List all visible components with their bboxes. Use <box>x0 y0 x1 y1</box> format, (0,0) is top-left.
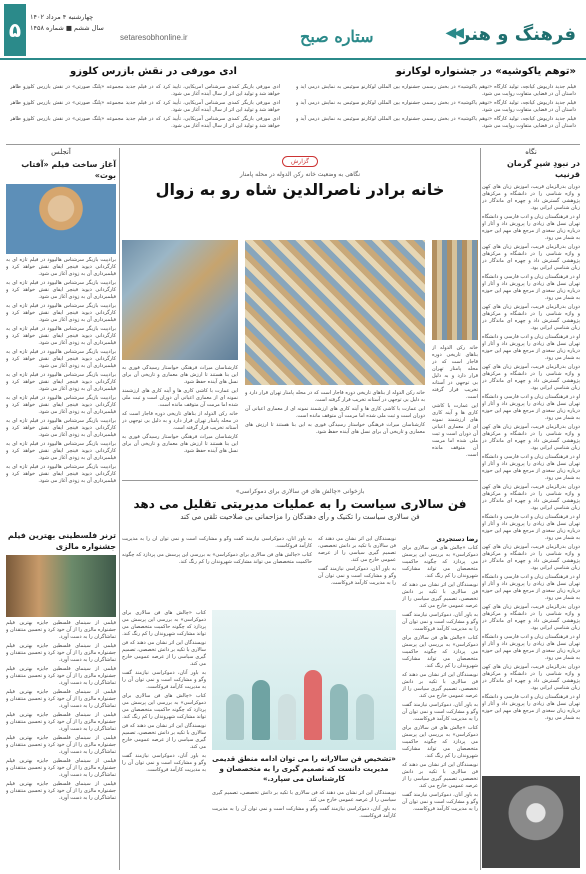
issue-line: سال ششم ■ شماره ۱۴۵۸ <box>30 24 104 32</box>
main-body-center: خانه رکن الدوله از بناهای تاریخی دوره قاجار است که در محله پامنار تهران قرار دارد و به دلیل بی توجهی در آستانه تخریب قرار گرفته است. این عمارت با کاشی کاری ها و آینه کاری های ارزشمند نمونه ای از معماری اعیانی آن دوران است و ثبت ملی شده اما مرمت آن متوقف مانده است. کارشناسان میراث فرهنگی خواستار رسیدگی فوری به این بنا هستند تا ارزش های معماری و تاریخی آن برای نسل های آینده حفظ شود. <box>245 390 425 435</box>
left-column-label: آنجلس <box>51 148 71 156</box>
eddie-murphy-body: ادی مورفی بازیگر کمدی سرشناس آمریکایی، تأیید کرد که در فیلم جدید مجموعه «پلنگ صورتی» در نقش بازرس کلوزو ظاهر خواهد شد و تولید این اثر از سال آینده آغاز می شود. ادی مورفی بازیگر کمدی سرشناس آمریکایی، تأیید کرد که در فیلم جدید مجموعه «پلنگ صورتی» در نقش بازرس کلوزو ظاهر خواهد شد و تولید این اثر از سال آینده آغاز می شود. ادی مورفی بازیگر کمدی سرشناس آمریکایی، تأیید کرد که در فیلم جدید مجموعه «پلنگ صورتی» در نقش بازرس کلوزو ظاهر خواهد شد و تولید این اثر از سال آینده آغاز می شود. <box>10 84 280 129</box>
column-divider <box>480 148 481 870</box>
page-header <box>0 0 586 60</box>
category-label: گزارش <box>282 156 318 167</box>
left-column-headline: آغاز ساخت فیلم «آفتاب بوت» <box>21 160 116 180</box>
main-kicker: نگاهی به وضعیت خانه رکن الدوله در محله پامنار <box>239 171 361 178</box>
divider <box>122 480 478 481</box>
date-line: چهارشنبه ۴ مرداد ۱۴۰۲ <box>30 13 94 21</box>
actor-photo <box>6 184 116 254</box>
logo: ستاره صبح <box>300 27 374 46</box>
right-column-body: دوران بدرالزمان قریب، آموزش زبان های کهن و واژه شناسی را در دانشگاه و مرکزهای پژوهشی گسترش داد و چهره ای ماندگار در زبان شناسی ایرانی بود. او در فرهنگستان زبان و ادب فارسی و دانشگاه تهران نسل های زیادی را پرورش داد و آثار او درباره زبان سغدی از مرجع های مهم این حوزه به شمار می رود. دوران بدرالزمان قریب، آموزش زبان های کهن و واژه شناسی را در دانشگاه و مرکزهای پژوهشی گسترش داد و چهره ای ماندگار در زبان شناسی ایرانی بود. او در فرهنگستان زبان و ادب فارسی و دانشگاه تهران نسل های زیادی را پرورش داد و آثار او درباره زبان سغدی از مرجع های مهم این حوزه به شمار می رود. دوران بدرالزمان قریب، آموزش زبان های کهن و واژه شناسی را در دانشگاه و مرکزهای پژوهشی گسترش داد و چهره ای ماندگار در زبان شناسی ایرانی بود. او در فرهنگستان زبان و ادب فارسی و دانشگاه تهران نسل های زیادی را پرورش داد و آثار او درباره زبان سغدی از مرجع های مهم این حوزه به شمار می رود. دوران بدرالزمان قریب، آموزش زبان های کهن و واژه شناسی را در دانشگاه و مرکزهای پژوهشی گسترش داد و چهره ای ماندگار در زبان شناسی ایرانی بود. او در فرهنگستان زبان و ادب فارسی و دانشگاه تهران نسل های زیادی را پرورش داد و آثار او درباره زبان سغدی از مرجع های مهم این حوزه به شمار می رود. دوران بدرالزمان قریب، آموزش زبان های کهن و واژه شناسی را در دانشگاه و مرکزهای پژوهشی گسترش داد و چهره ای ماندگار در زبان شناسی ایرانی بود. او در فرهنگستان زبان و ادب فارسی و دانشگاه تهران نسل های زیادی را پرورش داد و آثار او درباره زبان سغدی از مرجع های مهم این حوزه به شمار می رود. دوران بدرالزمان قریب، آموزش زبان های کهن و واژه شناسی را در دانشگاه و مرکزهای پژوهشی گسترش داد و چهره ای ماندگار در زبان شناسی ایرانی بود. او در فرهنگستان زبان و ادب فارسی و دانشگاه تهران نسل های زیادی را پرورش داد و آثار او درباره زبان سغدی از مرجع های مهم این حوزه به شمار می رود. دوران بدرالزمان قریب، آموزش زبان های کهن و واژه شناسی را در دانشگاه و مرکزهای پژوهشی گسترش داد و چهره ای ماندگار در زبان شناسی ایرانی بود. او در فرهنگستان زبان و ادب فارسی و دانشگاه تهران نسل های زیادی را پرورش داد و آثار او درباره زبان سغدی از مرجع های مهم این حوزه به شمار می رود. دوران بدرالزمان قریب، آموزش زبان های کهن و واژه شناسی را در دانشگاه و مرکزهای پژوهشی گسترش داد و چهره ای ماندگار در زبان شناسی ایرانی بود. او در فرهنگستان زبان و ادب فارسی و دانشگاه تهران نسل های زیادی را پرورش داد و آثار او درباره زبان سغدی از مرجع های مهم این حوزه به شمار می رود. دوران بدرالزمان قریب، آموزش زبان های کهن و واژه شناسی را در دانشگاه و مرکزهای پژوهشی گسترش داد و چهره ای ماندگار در زبان شناسی ایرانی بود. او در فرهنگستان زبان و ادب فارسی و دانشگاه تهران نسل های زیادی را پرورش داد و آثار او درباره زبان سغدی از مرجع های مهم این حوزه به شمار می رود. <box>482 184 580 721</box>
right-column <box>482 148 580 870</box>
column-divider <box>119 148 120 870</box>
author-name: رضا دستجردی <box>436 536 478 543</box>
hand-shape <box>252 680 270 740</box>
sub-deck: فن سالاری سیاست را تکنیک و رأی دهندگان را مزاحمانی بی صلاحیت تلقی می کند <box>180 513 420 521</box>
sub-body-right: رضا دستجردی کتاب «چالش های فن سالاری برای دموکراسی» به بررسی این پرسش می پردازد که چگونه حاکمیت متخصصان می تواند مشارکت شهروندان را کم رنگ کند. نویسندگان این اثر نشان می دهند که فن سالاری با تکیه بر دانش تخصصی، تصمیم گیری سیاسی را از عرصه عمومی خارج می کند. به باور آنان، دموکراسی نیازمند گفت وگو و مشارکت است و نمی توان آن را به مدیریت کارآمد فروکاست. کتاب «چالش های فن سالاری برای دموکراسی» به بررسی این پرسش می پردازد که چگونه حاکمیت متخصصان می تواند مشارکت شهروندان را کم رنگ کند. نویسندگان این اثر نشان می دهند که فن سالاری با تکیه بر دانش تخصصی، تصمیم گیری سیاسی را از عرصه عمومی خارج می کند. به باور آنان، دموکراسی نیازمند گفت وگو و مشارکت است و نمی توان آن را به مدیریت کارآمد فروکاست. کتاب «چالش های فن سالاری برای دموکراسی» به بررسی این پرسش می پردازد که چگونه حاکمیت متخصصان می تواند مشارکت شهروندان را کم رنگ کند. نویسندگان این اثر نشان می دهند که فن سالاری با تکیه بر دانش تخصصی، تصمیم گیری سیاسی را از عرصه عمومی خارج می کند. به باور آنان، دموکراسی نیازمند گفت وگو و مشارکت است و نمی توان آن را به مدیریت کارآمد فروکاست. <box>402 536 478 812</box>
hands-illustration <box>212 610 396 750</box>
page-number: ۵ <box>4 4 26 56</box>
locarno-headline: «توهم یاکوشیه» در جشنواره لوکارنو <box>395 66 576 77</box>
sub-body-center-top: نویسندگان این اثر نشان می دهند که فن سالاری با تکیه بر دانش تخصصی، تصمیم گیری سیاسی را از عرصه عمومی خارج می کند. به باور آنان، دموکراسی نیازمند گفت وگو و مشارکت است و نمی توان آن را به مدیریت کارآمد فروکاست. <box>318 536 396 586</box>
tilework-photo-narrow <box>432 240 478 340</box>
sub-body-bottom: نویسندگان این اثر نشان می دهند که فن سالاری با تکیه بر دانش تخصصی، تصمیم گیری سیاسی را از عرصه عمومی خارج می کند. به باور آنان، دموکراسی نیازمند گفت وگو و مشارکت است و نمی توان آن را به مدیریت کارآمد فروکاست. <box>212 790 396 819</box>
eddie-murphy-headline: ادی مورفی در نقش بازرس کلوزو <box>70 66 237 77</box>
sub-article-header <box>122 484 478 521</box>
main-title: خانه برادر ناصرالدین شاه رو به زوال <box>155 180 445 199</box>
main-body-right: خانه رکن الدوله از بناهای تاریخی دوره قاجار است که در محله پامنار تهران قرار دارد و به دلیل بی توجهی در آستانه تخریب قرار گرفته است. این عمارت با کاشی کاری ها و آینه کاری های ارزشمند نمونه ای از معماری اعیانی آن دوران است و ثبت ملی شده اما مرمت آن متوقف مانده است. <box>432 345 478 458</box>
right-column-label: نگاه <box>525 148 537 156</box>
left-column-headline-2: ترنر فلسطینی بهترین فیلم جشنواره مالزی <box>7 531 116 551</box>
sub-body-left-top: به باور آنان، دموکراسی نیازمند گفت وگو و مشارکت است و نمی توان آن را به مدیریت کارآمد فروکاست. کتاب «چالش های فن سالاری برای دموکراسی» به بررسی این پرسش می پردازد که چگونه حاکمیت متخصصان می تواند مشارکت شهروندان را کم رنگ کند. <box>122 536 312 565</box>
tilework-photo-small <box>122 240 238 360</box>
main-body-left: کارشناسان میراث فرهنگی خواستار رسیدگی فوری به این بنا هستند تا ارزش های معماری و تاریخی آن برای نسل های آینده حفظ شود. این عمارت با کاشی کاری ها و آینه کاری های ارزشمند نمونه ای از معماری اعیانی آن دوران است و ثبت ملی شده اما مرمت آن متوقف مانده است. خانه رکن الدوله از بناهای تاریخی دوره قاجار است که در محله پامنار تهران قرار دارد و به دلیل بی توجهی در آستانه تخریب قرار گرفته است. کارشناسان میراث فرهنگی خواستار رسیدگی فوری به این بنا هستند تا ارزش های معماری و تاریخی آن برای نسل های آینده حفظ شود. <box>122 365 238 454</box>
sub-kicker: بازخوانی «چالش های فن سالاری برای دموکراسی» <box>235 488 365 495</box>
portrait-photo <box>482 776 580 868</box>
top-row-titles <box>10 62 576 82</box>
right-column-headline: در نبودِ شیرِ گرمان قرنیب <box>507 159 580 179</box>
tilework-photo-large <box>245 240 425 385</box>
hand-shape <box>330 684 348 740</box>
hand-shape <box>356 694 374 740</box>
site-url[interactable]: setaresobhonline.ir <box>120 33 188 42</box>
divider <box>6 144 580 145</box>
left-column-body-2: فیلمی از سینمای فلسطین جایزه بهترین فیلم جشنواره مالزی را از آن خود کرد و تحسین منتقدان و تماشاگران را به دست آورد. فیلمی از سینمای فلسطین جایزه بهترین فیلم جشنواره مالزی را از آن خود کرد و تحسین منتقدان و تماشاگران را به دست آورد. فیلمی از سینمای فلسطین جایزه بهترین فیلم جشنواره مالزی را از آن خود کرد و تحسین منتقدان و تماشاگران را به دست آورد. فیلمی از سینمای فلسطین جایزه بهترین فیلم جشنواره مالزی را از آن خود کرد و تحسین منتقدان و تماشاگران را به دست آورد. فیلمی از سینمای فلسطین جایزه بهترین فیلم جشنواره مالزی را از آن خود کرد و تحسین منتقدان و تماشاگران را به دست آورد. فیلمی از سینمای فلسطین جایزه بهترین فیلم جشنواره مالزی را از آن خود کرد و تحسین منتقدان و تماشاگران را به دست آورد. فیلمی از سینمای فلسطین جایزه بهترین فیلم جشنواره مالزی را از آن خود کرد و تحسین منتقدان و تماشاگران را به دست آورد. فیلمی از سینمای فلسطین جایزه بهترین فیلم جشنواره مالزی را از آن خود کرد و تحسین منتقدان و تماشاگران را به دست آورد. <box>6 620 116 801</box>
film-still <box>6 555 116 617</box>
locarno-body: فیلم جدید داریوش کیانچه، تولید کارگاه «توهم یاکوشیه» در بخش رسمی جشنواره بین المللی لوکارنو سوئیس به نمایش درمی آید و داستان آن در فضایی متفاوت روایت می شود. فیلم جدید داریوش کیانچه، تولید کارگاه «توهم یاکوشیه» در بخش رسمی جشنواره بین المللی لوکارنو سوئیس به نمایش درمی آید و داستان آن در فضایی متفاوت روایت می شود. فیلم جدید داریوش کیانچه، تولید کارگاه «توهم یاکوشیه» در بخش رسمی جشنواره بین المللی لوکارنو سوئیس به نمایش درمی آید و داستان آن در فضایی متفاوت روایت می شود. <box>296 84 576 129</box>
date-block <box>30 12 104 34</box>
pull-quote: «تشخیص فن سالارانه را می توان ادامه منطق قدیمی مدیریت دانست که تصمیم گیری را به متخصصان و کارشناسان می سپارد.» <box>212 755 396 783</box>
left-column <box>6 148 116 870</box>
left-column-body: برادپیت بازیگر سرشناس هالیوود در فیلم تازه ای به کارگردانی دیوید فینچر ایفای نقش خواهد کرد و فیلمبرداری آن به زودی آغاز می شود. برادپیت بازیگر سرشناس هالیوود در فیلم تازه ای به کارگردانی دیوید فینچر ایفای نقش خواهد کرد و فیلمبرداری آن به زودی آغاز می شود. برادپیت بازیگر سرشناس هالیوود در فیلم تازه ای به کارگردانی دیوید فینچر ایفای نقش خواهد کرد و فیلمبرداری آن به زودی آغاز می شود. برادپیت بازیگر سرشناس هالیوود در فیلم تازه ای به کارگردانی دیوید فینچر ایفای نقش خواهد کرد و فیلمبرداری آن به زودی آغاز می شود. برادپیت بازیگر سرشناس هالیوود در فیلم تازه ای به کارگردانی دیوید فینچر ایفای نقش خواهد کرد و فیلمبرداری آن به زودی آغاز می شود. برادپیت بازیگر سرشناس هالیوود در فیلم تازه ای به کارگردانی دیوید فینچر ایفای نقش خواهد کرد و فیلمبرداری آن به زودی آغاز می شود. برادپیت بازیگر سرشناس هالیوود در فیلم تازه ای به کارگردانی دیوید فینچر ایفای نقش خواهد کرد و فیلمبرداری آن به زودی آغاز می شود. برادپیت بازیگر سرشناس هالیوود در فیلم تازه ای به کارگردانی دیوید فینچر ایفای نقش خواهد کرد و فیلمبرداری آن به زودی آغاز می شود. برادپیت بازیگر سرشناس هالیوود در فیلم تازه ای به کارگردانی دیوید فینچر ایفای نقش خواهد کرد و فیلمبرداری آن به زودی آغاز می شود. برادپیت بازیگر سرشناس هالیوود در فیلم تازه ای به کارگردانی دیوید فینچر ایفای نقش خواهد کرد و فیلمبرداری آن به زودی آغاز می شود. <box>6 257 116 484</box>
main-article <box>122 148 478 203</box>
arrows-icon: ◀◀ <box>445 25 461 41</box>
section-title: فرهنگ و هنر <box>460 24 576 45</box>
sub-body-left: کتاب «چالش های فن سالاری برای دموکراسی» به بررسی این پرسش می پردازد که چگونه حاکمیت متخصصان می تواند مشارکت شهروندان را کم رنگ کند. نویسندگان این اثر نشان می دهند که فن سالاری با تکیه بر دانش تخصصی، تصمیم گیری سیاسی را از عرصه عمومی خارج می کند. به باور آنان، دموکراسی نیازمند گفت وگو و مشارکت است و نمی توان آن را به مدیریت کارآمد فروکاست. کتاب «چالش های فن سالاری برای دموکراسی» به بررسی این پرسش می پردازد که چگونه حاکمیت متخصصان می تواند مشارکت شهروندان را کم رنگ کند. نویسندگان این اثر نشان می دهند که فن سالاری با تکیه بر دانش تخصصی، تصمیم گیری سیاسی را از عرصه عمومی خارج می کند. به باور آنان، دموکراسی نیازمند گفت وگو و مشارکت است و نمی توان آن را به مدیریت کارآمد فروکاست. <box>122 610 206 773</box>
hand-shape <box>278 694 296 740</box>
hand-shape <box>304 670 322 740</box>
sub-title: فن سالاری سیاست را به عملیات مدیریتی تقلیل می دهد <box>133 497 467 511</box>
hand-shape <box>226 694 244 740</box>
